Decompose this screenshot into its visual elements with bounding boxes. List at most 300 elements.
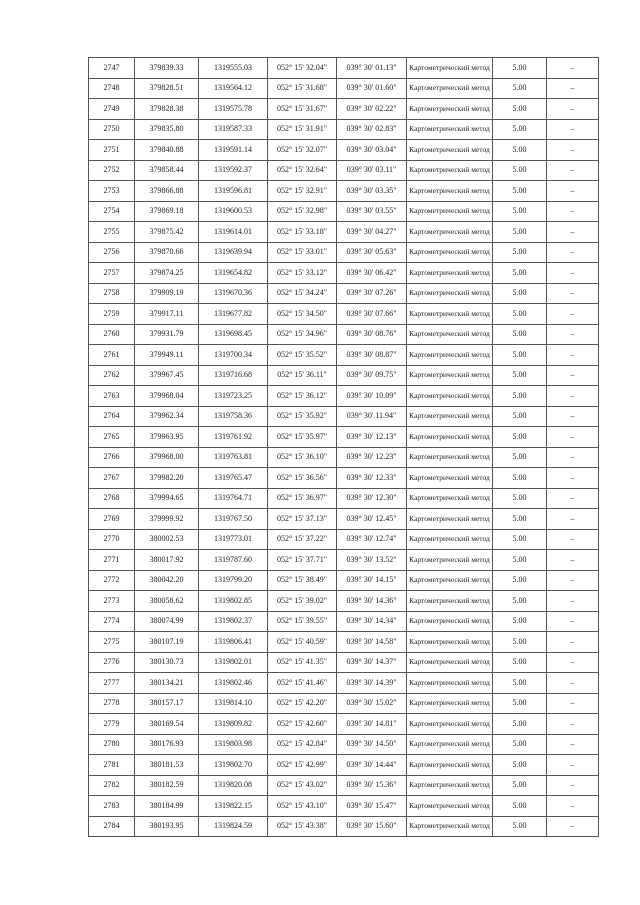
longitude-cell: 039° 30' 04.27" (337, 222, 407, 243)
latitude-cell: 052° 15' 41.46" (268, 673, 337, 694)
method-cell: Картометрический метод (407, 796, 493, 817)
method-cell: Картометрический метод (407, 652, 493, 673)
x-coordinate-cell: 379931.79 (135, 324, 199, 345)
longitude-cell: 039° 30' 09.75" (337, 365, 407, 386)
table-row (89, 201, 599, 222)
latitude-cell: 052° 15' 43.10" (268, 796, 337, 817)
precision-cell: 5.00 (493, 386, 547, 407)
longitude-cell: 039° 30' 08.87" (337, 345, 407, 366)
latitude-cell: 052° 15' 32.04" (268, 58, 337, 79)
y-coordinate-cell: 1319592.37 (199, 160, 268, 181)
longitude-cell: 039° 30' 01.60" (337, 78, 407, 99)
description-cell: – (547, 181, 599, 202)
precision-cell: 5.00 (493, 406, 547, 427)
latitude-cell: 052° 15' 38.49" (268, 570, 337, 591)
point-number-cell: 2756 (89, 242, 135, 263)
latitude-cell: 052° 15' 31.67" (268, 99, 337, 120)
x-coordinate-cell: 379869.18 (135, 201, 199, 222)
precision-cell: 5.00 (493, 222, 547, 243)
longitude-cell: 039° 30' 15.36" (337, 775, 407, 796)
table-row (89, 386, 599, 407)
description-cell: – (547, 611, 599, 632)
y-coordinate-cell: 1319700.34 (199, 345, 268, 366)
latitude-cell: 052° 15' 42.20" (268, 693, 337, 714)
table-body (89, 58, 599, 837)
table-row (89, 119, 599, 140)
x-coordinate-cell: 379866.88 (135, 181, 199, 202)
y-coordinate-cell: 1319802.01 (199, 652, 268, 673)
x-coordinate-cell: 379840.88 (135, 140, 199, 161)
description-cell: – (547, 447, 599, 468)
method-cell: Картометрический метод (407, 550, 493, 571)
method-cell: Картометрический метод (407, 570, 493, 591)
x-coordinate-cell: 380182.59 (135, 775, 199, 796)
y-coordinate-cell: 1319764.71 (199, 488, 268, 509)
x-coordinate-cell: 380169.54 (135, 714, 199, 735)
table-row (89, 406, 599, 427)
latitude-cell: 052° 15' 32.98" (268, 201, 337, 222)
latitude-cell: 052° 15' 32.07" (268, 140, 337, 161)
method-cell: Картометрический метод (407, 591, 493, 612)
latitude-cell: 052° 15' 33.01" (268, 242, 337, 263)
y-coordinate-cell: 1319765.47 (199, 468, 268, 489)
y-coordinate-cell: 1319716.68 (199, 365, 268, 386)
table-row (89, 283, 599, 304)
description-cell: – (547, 570, 599, 591)
longitude-cell: 039° 30' 03.55" (337, 201, 407, 222)
longitude-cell: 039° 30' 08.76" (337, 324, 407, 345)
longitude-cell: 039° 30' 15.60" (337, 816, 407, 837)
x-coordinate-cell: 380107.19 (135, 632, 199, 653)
latitude-cell: 052° 15' 43.02" (268, 775, 337, 796)
longitude-cell: 039° 30' 10.09" (337, 386, 407, 407)
latitude-cell: 052° 15' 42.84" (268, 734, 337, 755)
point-number-cell: 2767 (89, 468, 135, 489)
table-row (89, 263, 599, 284)
x-coordinate-cell: 380042.20 (135, 570, 199, 591)
x-coordinate-cell: 379870.66 (135, 242, 199, 263)
table-row (89, 714, 599, 735)
point-number-cell: 2774 (89, 611, 135, 632)
point-number-cell: 2783 (89, 796, 135, 817)
latitude-cell: 052° 15' 40.59" (268, 632, 337, 653)
table-row (89, 365, 599, 386)
description-cell: – (547, 140, 599, 161)
method-cell: Картометрический метод (407, 509, 493, 530)
point-number-cell: 2751 (89, 140, 135, 161)
method-cell: Картометрический метод (407, 714, 493, 735)
longitude-cell: 039° 30' 05.63" (337, 242, 407, 263)
description-cell: – (547, 509, 599, 530)
latitude-cell: 052° 15' 34.96" (268, 324, 337, 345)
table-row (89, 427, 599, 448)
x-coordinate-cell: 380002.53 (135, 529, 199, 550)
precision-cell: 5.00 (493, 324, 547, 345)
point-number-cell: 2782 (89, 775, 135, 796)
x-coordinate-cell: 380058.62 (135, 591, 199, 612)
method-cell: Картометрический метод (407, 345, 493, 366)
table-row (89, 796, 599, 817)
latitude-cell: 052° 15' 37.71" (268, 550, 337, 571)
longitude-cell: 039° 30' 11.94" (337, 406, 407, 427)
table-row (89, 734, 599, 755)
method-cell: Картометрический метод (407, 529, 493, 550)
x-coordinate-cell: 379968.00 (135, 447, 199, 468)
table-row (89, 652, 599, 673)
latitude-cell: 052° 15' 37.13" (268, 509, 337, 530)
longitude-cell: 039° 30' 14.39" (337, 673, 407, 694)
table-row (89, 529, 599, 550)
description-cell: – (547, 345, 599, 366)
y-coordinate-cell: 1319761.92 (199, 427, 268, 448)
longitude-cell: 039° 30' 12.45" (337, 509, 407, 530)
table-row (89, 222, 599, 243)
y-coordinate-cell: 1319773.01 (199, 529, 268, 550)
method-cell: Картометрический метод (407, 222, 493, 243)
point-number-cell: 2750 (89, 119, 135, 140)
x-coordinate-cell: 380176.93 (135, 734, 199, 755)
method-cell: Картометрический метод (407, 58, 493, 79)
x-coordinate-cell: 379839.33 (135, 58, 199, 79)
y-coordinate-cell: 1319654.82 (199, 263, 268, 284)
description-cell: – (547, 468, 599, 489)
x-coordinate-cell: 379982.20 (135, 468, 199, 489)
y-coordinate-cell: 1319814.10 (199, 693, 268, 714)
description-cell: – (547, 283, 599, 304)
point-number-cell: 2775 (89, 632, 135, 653)
longitude-cell: 039° 30' 12.74" (337, 529, 407, 550)
table-row (89, 570, 599, 591)
longitude-cell: 039° 30' 02.83" (337, 119, 407, 140)
latitude-cell: 052° 15' 43.38" (268, 816, 337, 837)
table-row (89, 304, 599, 325)
method-cell: Картометрический метод (407, 119, 493, 140)
point-number-cell: 2778 (89, 693, 135, 714)
table-row (89, 58, 599, 79)
latitude-cell: 052° 15' 37.22" (268, 529, 337, 550)
method-cell: Картометрический метод (407, 816, 493, 837)
latitude-cell: 052° 15' 42.99" (268, 755, 337, 776)
coordinates-table (88, 57, 599, 837)
y-coordinate-cell: 1319803.98 (199, 734, 268, 755)
latitude-cell: 052° 15' 39.55" (268, 611, 337, 632)
point-number-cell: 2757 (89, 263, 135, 284)
x-coordinate-cell: 379999.92 (135, 509, 199, 530)
latitude-cell: 052° 15' 36.12" (268, 386, 337, 407)
longitude-cell: 039° 30' 03.35" (337, 181, 407, 202)
x-coordinate-cell: 379875.42 (135, 222, 199, 243)
precision-cell: 5.00 (493, 283, 547, 304)
point-number-cell: 2759 (89, 304, 135, 325)
y-coordinate-cell: 1319677.82 (199, 304, 268, 325)
precision-cell: 5.00 (493, 304, 547, 325)
description-cell: – (547, 222, 599, 243)
x-coordinate-cell: 379963.95 (135, 427, 199, 448)
x-coordinate-cell: 380074.99 (135, 611, 199, 632)
description-cell: – (547, 529, 599, 550)
y-coordinate-cell: 1319787.60 (199, 550, 268, 571)
description-cell: – (547, 488, 599, 509)
table-row (89, 324, 599, 345)
description-cell: – (547, 673, 599, 694)
longitude-cell: 039° 30' 14.36" (337, 591, 407, 612)
method-cell: Картометрический метод (407, 386, 493, 407)
point-number-cell: 2768 (89, 488, 135, 509)
x-coordinate-cell: 379962.34 (135, 406, 199, 427)
method-cell: Картометрический метод (407, 447, 493, 468)
x-coordinate-cell: 380130.73 (135, 652, 199, 673)
description-cell: – (547, 816, 599, 837)
x-coordinate-cell: 379949.11 (135, 345, 199, 366)
point-number-cell: 2748 (89, 78, 135, 99)
method-cell: Картометрический метод (407, 283, 493, 304)
method-cell: Картометрический метод (407, 140, 493, 161)
precision-cell: 5.00 (493, 816, 547, 837)
y-coordinate-cell: 1319698.45 (199, 324, 268, 345)
table-row (89, 673, 599, 694)
longitude-cell: 039° 30' 14.50" (337, 734, 407, 755)
y-coordinate-cell: 1319767.50 (199, 509, 268, 530)
longitude-cell: 039° 30' 14.15" (337, 570, 407, 591)
y-coordinate-cell: 1319822.15 (199, 796, 268, 817)
longitude-cell: 039° 30' 12.23" (337, 447, 407, 468)
x-coordinate-cell: 380157.17 (135, 693, 199, 714)
point-number-cell: 2765 (89, 427, 135, 448)
precision-cell: 5.00 (493, 734, 547, 755)
point-number-cell: 2780 (89, 734, 135, 755)
longitude-cell: 039° 30' 14.81" (337, 714, 407, 735)
description-cell: – (547, 99, 599, 120)
point-number-cell: 2773 (89, 591, 135, 612)
precision-cell: 5.00 (493, 119, 547, 140)
precision-cell: 5.00 (493, 693, 547, 714)
y-coordinate-cell: 1319614.01 (199, 222, 268, 243)
table-row (89, 160, 599, 181)
description-cell: – (547, 714, 599, 735)
latitude-cell: 052° 15' 34.50" (268, 304, 337, 325)
y-coordinate-cell: 1319758.36 (199, 406, 268, 427)
x-coordinate-cell: 379967.45 (135, 365, 199, 386)
precision-cell: 5.00 (493, 263, 547, 284)
table-row (89, 447, 599, 468)
precision-cell: 5.00 (493, 58, 547, 79)
x-coordinate-cell: 379968.04 (135, 386, 199, 407)
point-number-cell: 2760 (89, 324, 135, 345)
method-cell: Картометрический метод (407, 242, 493, 263)
x-coordinate-cell: 379835.80 (135, 119, 199, 140)
description-cell: – (547, 304, 599, 325)
precision-cell: 5.00 (493, 550, 547, 571)
latitude-cell: 052° 15' 34.24" (268, 283, 337, 304)
method-cell: Картометрический метод (407, 263, 493, 284)
longitude-cell: 039° 30' 03.11" (337, 160, 407, 181)
point-number-cell: 2777 (89, 673, 135, 694)
y-coordinate-cell: 1319600.53 (199, 201, 268, 222)
point-number-cell: 2771 (89, 550, 135, 571)
point-number-cell: 2769 (89, 509, 135, 530)
method-cell: Картометрический метод (407, 201, 493, 222)
description-cell: – (547, 775, 599, 796)
point-number-cell: 2753 (89, 181, 135, 202)
latitude-cell: 052° 15' 32.91" (268, 181, 337, 202)
description-cell: – (547, 242, 599, 263)
table-row (89, 591, 599, 612)
point-number-cell: 2755 (89, 222, 135, 243)
longitude-cell: 039° 30' 15.02" (337, 693, 407, 714)
table-row (89, 78, 599, 99)
table-row (89, 488, 599, 509)
longitude-cell: 039° 30' 12.13" (337, 427, 407, 448)
method-cell: Картометрический метод (407, 427, 493, 448)
precision-cell: 5.00 (493, 775, 547, 796)
longitude-cell: 039° 30' 14.58" (337, 632, 407, 653)
longitude-cell: 039° 30' 14.37" (337, 652, 407, 673)
latitude-cell: 052° 15' 39.02" (268, 591, 337, 612)
longitude-cell: 039° 30' 14.44" (337, 755, 407, 776)
x-coordinate-cell: 380017.92 (135, 550, 199, 571)
method-cell: Картометрический метод (407, 734, 493, 755)
precision-cell: 5.00 (493, 488, 547, 509)
point-number-cell: 2749 (89, 99, 135, 120)
y-coordinate-cell: 1319591.14 (199, 140, 268, 161)
method-cell: Картометрический метод (407, 468, 493, 489)
precision-cell: 5.00 (493, 673, 547, 694)
method-cell: Картометрический метод (407, 693, 493, 714)
precision-cell: 5.00 (493, 529, 547, 550)
latitude-cell: 052° 15' 31.68" (268, 78, 337, 99)
precision-cell: 5.00 (493, 365, 547, 386)
latitude-cell: 052° 15' 36.11" (268, 365, 337, 386)
method-cell: Картометрический метод (407, 611, 493, 632)
precision-cell: 5.00 (493, 611, 547, 632)
method-cell: Картометрический метод (407, 673, 493, 694)
x-coordinate-cell: 380193.95 (135, 816, 199, 837)
point-number-cell: 2781 (89, 755, 135, 776)
precision-cell: 5.00 (493, 242, 547, 263)
precision-cell: 5.00 (493, 160, 547, 181)
method-cell: Картометрический метод (407, 406, 493, 427)
table-row (89, 140, 599, 161)
table-row (89, 693, 599, 714)
y-coordinate-cell: 1319763.81 (199, 447, 268, 468)
precision-cell: 5.00 (493, 755, 547, 776)
latitude-cell: 052° 15' 36.97" (268, 488, 337, 509)
longitude-cell: 039° 30' 02.22" (337, 99, 407, 120)
y-coordinate-cell: 1319802.37 (199, 611, 268, 632)
description-cell: – (547, 324, 599, 345)
table-row (89, 755, 599, 776)
y-coordinate-cell: 1319639.94 (199, 242, 268, 263)
y-coordinate-cell: 1319596.81 (199, 181, 268, 202)
method-cell: Картометрический метод (407, 304, 493, 325)
x-coordinate-cell: 379917.11 (135, 304, 199, 325)
method-cell: Картометрический метод (407, 324, 493, 345)
point-number-cell: 2784 (89, 816, 135, 837)
precision-cell: 5.00 (493, 201, 547, 222)
description-cell: – (547, 365, 599, 386)
x-coordinate-cell: 380184.99 (135, 796, 199, 817)
y-coordinate-cell: 1319723.25 (199, 386, 268, 407)
x-coordinate-cell: 379858.44 (135, 160, 199, 181)
method-cell: Картометрический метод (407, 181, 493, 202)
method-cell: Картометрический метод (407, 755, 493, 776)
description-cell: – (547, 550, 599, 571)
latitude-cell: 052° 15' 35.97" (268, 427, 337, 448)
method-cell: Картометрический метод (407, 632, 493, 653)
latitude-cell: 052° 15' 36.10" (268, 447, 337, 468)
table-row (89, 99, 599, 120)
latitude-cell: 052° 15' 41.35" (268, 652, 337, 673)
description-cell: – (547, 427, 599, 448)
point-number-cell: 2764 (89, 406, 135, 427)
latitude-cell: 052° 15' 33.12" (268, 263, 337, 284)
longitude-cell: 039° 30' 03.04" (337, 140, 407, 161)
precision-cell: 5.00 (493, 468, 547, 489)
longitude-cell: 039° 30' 06.42" (337, 263, 407, 284)
method-cell: Картометрический метод (407, 365, 493, 386)
latitude-cell: 052° 15' 32.64" (268, 160, 337, 181)
description-cell: – (547, 263, 599, 284)
precision-cell: 5.00 (493, 714, 547, 735)
method-cell: Картометрический метод (407, 99, 493, 120)
latitude-cell: 052° 15' 42.60" (268, 714, 337, 735)
precision-cell: 5.00 (493, 427, 547, 448)
latitude-cell: 052° 15' 36.56" (268, 468, 337, 489)
y-coordinate-cell: 1319809.82 (199, 714, 268, 735)
precision-cell: 5.00 (493, 447, 547, 468)
point-number-cell: 2779 (89, 714, 135, 735)
description-cell: – (547, 734, 599, 755)
point-number-cell: 2747 (89, 58, 135, 79)
description-cell: – (547, 58, 599, 79)
longitude-cell: 039° 30' 01.13" (337, 58, 407, 79)
precision-cell: 5.00 (493, 181, 547, 202)
table-row (89, 181, 599, 202)
y-coordinate-cell: 1319564.12 (199, 78, 268, 99)
longitude-cell: 039° 30' 07.66" (337, 304, 407, 325)
method-cell: Картометрический метод (407, 488, 493, 509)
table-row (89, 775, 599, 796)
precision-cell: 5.00 (493, 509, 547, 530)
precision-cell: 5.00 (493, 591, 547, 612)
precision-cell: 5.00 (493, 140, 547, 161)
y-coordinate-cell: 1319820.08 (199, 775, 268, 796)
description-cell: – (547, 652, 599, 673)
description-cell: – (547, 201, 599, 222)
point-number-cell: 2758 (89, 283, 135, 304)
description-cell: – (547, 386, 599, 407)
point-number-cell: 2763 (89, 386, 135, 407)
description-cell: – (547, 406, 599, 427)
longitude-cell: 039° 30' 07.26" (337, 283, 407, 304)
table-row (89, 632, 599, 653)
y-coordinate-cell: 1319802.70 (199, 755, 268, 776)
table-row (89, 611, 599, 632)
y-coordinate-cell: 1319824.59 (199, 816, 268, 837)
x-coordinate-cell: 380134.21 (135, 673, 199, 694)
point-number-cell: 2762 (89, 365, 135, 386)
latitude-cell: 052° 15' 35.92" (268, 406, 337, 427)
precision-cell: 5.00 (493, 345, 547, 366)
description-cell: – (547, 591, 599, 612)
point-number-cell: 2766 (89, 447, 135, 468)
table-row (89, 550, 599, 571)
latitude-cell: 052° 15' 35.52" (268, 345, 337, 366)
description-cell: – (547, 119, 599, 140)
y-coordinate-cell: 1319799.20 (199, 570, 268, 591)
y-coordinate-cell: 1319555.03 (199, 58, 268, 79)
description-cell: – (547, 632, 599, 653)
